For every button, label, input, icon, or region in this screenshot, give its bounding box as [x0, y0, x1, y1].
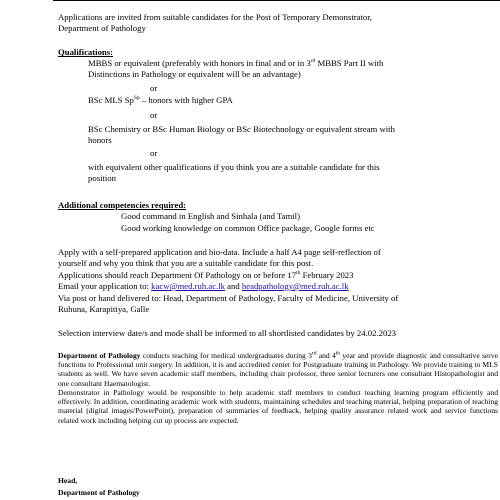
- apply-deadline: Applications should reach Department Of Pathology on or before 17th February 2023: [58, 270, 354, 280]
- or-separator-2: or: [150, 110, 158, 120]
- qualifications-heading: Qualifications:: [58, 47, 114, 57]
- qualification-other-line-2: position: [88, 173, 116, 183]
- selection-notice: Selection interview date/s and mode shall be informed to all shortlisted candidates by 24.02.2023: [58, 328, 397, 338]
- demonstrator-role-paragraph: Demonstrator in Pathology would be responsible to help academic staff members to conduct teaching learning program efficiently and effectively. In addition, coordinating academic work with students, maintaining schedules and teaching material, helping preparation of teaching material (digital images/PowerPoint), preparation of summaries of feedback, helping quality assurance related work and service functions related work including helping cut up process are expected.: [58, 388, 498, 425]
- apply-line-2: yourself and why you think that you are a suitable candidate for this post.: [58, 258, 314, 268]
- intro-line-1: Applications are invited from suitable candidates for the Post of Temporary Demonstrator,: [58, 12, 372, 22]
- signature-department: Department of Pathology: [58, 488, 140, 497]
- top-border-line: [53, 0, 500, 1]
- apply-email-line: Email your application to: kacw@med.ruh.ac.lk and headpathology@med.ruh.ac.lk: [58, 281, 349, 291]
- email-link-kacw[interactable]: kacw@med.ruh.ac.lk: [151, 281, 225, 291]
- apply-post-line-1: Via post or hand delivered to: Head, Department of Pathology, Faculty of Medicine, University of: [58, 293, 399, 303]
- qualification-bsc-mls: BSc MLS $Sp^{Sp}$ – honors with higher GPA: [88, 95, 233, 105]
- qualification-bsc-science-line-2: honors: [88, 135, 112, 145]
- or-separator-3: or: [150, 148, 158, 158]
- about-department-paragraph: Department of Pathology conducts teaching for medical undergraduates during 3rd and 4th year and provide diagnostic and consultative serve functions to Professional unit surgery. In addition, it is and accredited center for Postgraduate training in Pathology. We provide training to MLS students as well. We have seven academic staff members, including chair professor, three senior lecturers one consultant Histopathologist and one consultant Haematologist.: [58, 350, 498, 388]
- competency-office: Good working knowledge on common Office package, Google forms etc: [121, 223, 375, 233]
- intro-line-2: Department of Pathology: [58, 23, 146, 33]
- competency-language: Good command in English and Sinhala (and Tamil): [121, 211, 300, 221]
- or-separator-1: or: [150, 83, 158, 93]
- qualification-other-line-1: with equivalent other qualifications if you think you are a suitable candidate for this: [88, 162, 380, 172]
- qualification-bsc-science-line-1: BSc Chemistry or BSc Human Biology or BSc Biotechnology or equivalent stream with: [88, 124, 395, 134]
- email-link-head-pathology[interactable]: headpathology@med.ruh.ac.lk: [241, 281, 349, 291]
- apply-line-1: Apply with a self-prepared application and bio-data. Include a half A4 page self-reflection of: [58, 247, 381, 257]
- apply-post-line-2: Ruhuna, Karapitiya, Galle: [58, 304, 150, 314]
- competencies-heading: Additional competencies required:: [58, 200, 187, 210]
- qualification-mbbs-line-2: Distinctions in Pathology or equivalent will be an advantage): [88, 69, 301, 79]
- qualification-mbbs-line-1: MBBS or equivalent (preferably with honors in final and or in 3rd MBBS Part II with: [88, 58, 384, 68]
- signature-head: Head,: [58, 476, 78, 485]
